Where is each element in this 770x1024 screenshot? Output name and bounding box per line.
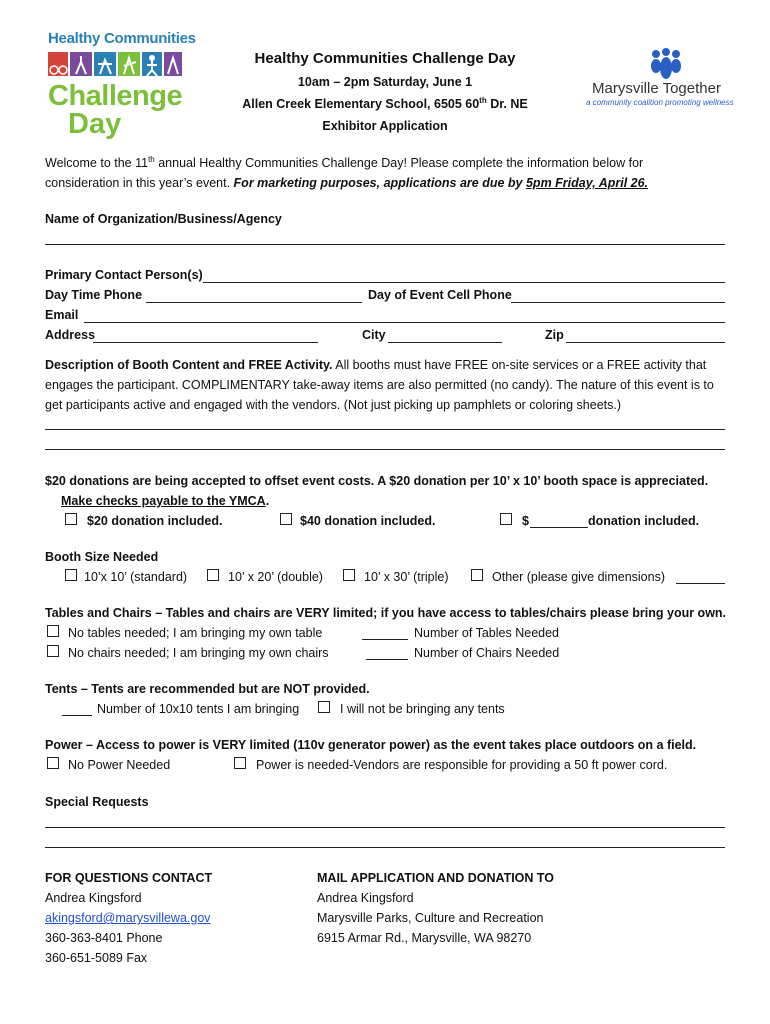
booth-other-checkbox[interactable] bbox=[471, 569, 483, 581]
num-tables-label: Number of Tables Needed bbox=[414, 626, 559, 640]
email-line[interactable] bbox=[84, 322, 725, 323]
donation-20-label: $20 donation included. bbox=[87, 514, 223, 528]
description-input-line-1[interactable] bbox=[45, 429, 725, 430]
tents-heading: Tents – Tents are recommended but are NOT provided. bbox=[45, 682, 370, 696]
org-label: Name of Organization/Business/Agency bbox=[45, 212, 282, 226]
contact-name: Andrea Kingsford bbox=[45, 891, 142, 905]
event-time: 10am – 2pm Saturday, June 1 bbox=[297, 75, 473, 89]
subtitle: Exhibitor Application bbox=[322, 119, 448, 133]
mail-heading: MAIL APPLICATION AND DONATION TO bbox=[317, 871, 555, 885]
mail-name: Andrea Kingsford bbox=[317, 891, 414, 905]
daytime-phone-line[interactable] bbox=[146, 302, 362, 303]
description-input-line-2[interactable] bbox=[45, 449, 725, 450]
contact-email-link[interactable]: akingsford@marysvillewa.gov bbox=[45, 911, 211, 925]
num-chairs-line[interactable] bbox=[366, 659, 408, 660]
zip-line[interactable] bbox=[566, 342, 725, 343]
tables-heading: Tables and Chairs – Tables and chairs are VERY limited; if you have access to tables/chairs please bring your own. bbox=[45, 606, 727, 620]
donation-heading: $20 donations are being accepted to offset event costs. A $20 donation per 10’ x 10’ booth space is appreciated. bbox=[45, 474, 709, 488]
logo-activity-icons bbox=[46, 48, 184, 80]
no-power-checkbox[interactable] bbox=[47, 757, 59, 769]
description-line3: get participants active and engaged with the vendors. (Not just picking up pamphlets or coloring sheets.) bbox=[45, 398, 622, 412]
special-requests-line-1[interactable] bbox=[45, 827, 725, 828]
questions-heading: FOR QUESTIONS CONTACT bbox=[45, 871, 213, 885]
mail-address: 6915 Armar Rd., Marysville, WA 98270 bbox=[317, 931, 532, 945]
booth-double-label: 10’ x 20’ (double) bbox=[228, 570, 323, 584]
booth-other-label: Other (please give dimensions) bbox=[492, 570, 665, 584]
num-tents-label: Number of 10x10 tents I am bringing bbox=[97, 702, 300, 716]
no-tables-label: No tables needed; I am bringing my own table bbox=[68, 626, 323, 640]
donation-20-checkbox[interactable] bbox=[65, 513, 77, 525]
no-tables-checkbox[interactable] bbox=[47, 625, 59, 637]
logo-line2: Challenge bbox=[48, 80, 183, 112]
contact-phone: 360-363-8401 Phone bbox=[45, 931, 163, 945]
email-label: Email bbox=[45, 308, 79, 322]
intro-line2: consideration in this year’s event. For marketing purposes, applications are due by 5pm Friday, April 26. bbox=[45, 176, 649, 190]
special-requests-line-2[interactable] bbox=[45, 847, 725, 848]
booth-double-checkbox[interactable] bbox=[207, 569, 219, 581]
event-cell-label: Day of Event Cell Phone bbox=[368, 288, 512, 302]
marysville-together-logo bbox=[588, 48, 748, 112]
no-tents-label: I will not be bringing any tents bbox=[340, 702, 505, 716]
org-name: Marysville Together bbox=[592, 80, 721, 97]
donation-other-amount-line[interactable] bbox=[530, 527, 588, 528]
booth-standard-checkbox[interactable] bbox=[65, 569, 77, 581]
people-icon bbox=[648, 48, 684, 82]
challenge-day-logo bbox=[46, 30, 196, 140]
description-line2: engages the participant. COMPLIMENTARY take-away items are also permitted (no candy). The nature of this event is to bbox=[45, 378, 714, 392]
logo-line3: Day bbox=[68, 108, 122, 140]
power-heading: Power – Access to power is VERY limited (110v generator power) as the event takes place outdoors on a field. bbox=[45, 738, 697, 752]
donation-other-label: donation included. bbox=[588, 514, 700, 528]
primary-contact-label: Primary Contact Person(s) bbox=[45, 268, 203, 282]
booth-other-dimensions-line[interactable] bbox=[676, 583, 725, 584]
no-power-label: No Power Needed bbox=[68, 758, 171, 772]
primary-contact-line[interactable] bbox=[203, 282, 725, 283]
city-label: City bbox=[362, 328, 386, 342]
no-tents-checkbox[interactable] bbox=[318, 701, 330, 713]
zip-label: Zip bbox=[545, 328, 564, 342]
daytime-phone-label: Day Time Phone bbox=[45, 288, 143, 302]
donation-40-label: $40 donation included. bbox=[300, 514, 436, 528]
special-requests-label: Special Requests bbox=[45, 795, 149, 809]
no-chairs-checkbox[interactable] bbox=[47, 645, 59, 657]
booth-standard-label: 10’x 10’ (standard) bbox=[84, 570, 188, 584]
address-line[interactable] bbox=[93, 342, 318, 343]
power-needed-label: Power is needed-Vendors are responsible for providing a 50 ft power cord. bbox=[256, 758, 668, 772]
org-input-line[interactable] bbox=[45, 244, 725, 245]
donation-other-checkbox[interactable] bbox=[500, 513, 512, 525]
org-tagline: a community coalition promoting wellness bbox=[586, 98, 734, 107]
donation-other-dollar: $ bbox=[522, 514, 529, 528]
event-cell-line[interactable] bbox=[511, 302, 725, 303]
no-chairs-label: No chairs needed; I am bringing my own chairs bbox=[68, 646, 329, 660]
city-line[interactable] bbox=[388, 342, 502, 343]
mail-department: Marysville Parks, Culture and Recreation bbox=[317, 911, 544, 925]
num-tables-line[interactable] bbox=[362, 639, 408, 640]
power-needed-checkbox[interactable] bbox=[234, 757, 246, 769]
booth-heading: Booth Size Needed bbox=[45, 550, 159, 564]
description-line1: Description of Booth Content and FREE Activity. All booths must have FREE on-site services or a FREE activity that bbox=[45, 358, 707, 372]
address-label: Address bbox=[45, 328, 96, 342]
num-chairs-label: Number of Chairs Needed bbox=[414, 646, 560, 660]
booth-triple-checkbox[interactable] bbox=[343, 569, 355, 581]
booth-triple-label: 10’ x 30’ (triple) bbox=[364, 570, 449, 584]
intro-line1: Welcome to the 11th annual Healthy Communities Challenge Day! Please complete the information below for bbox=[45, 154, 644, 170]
logo-line1: Healthy Communities bbox=[48, 30, 196, 47]
contact-fax: 360-651-5089 Fax bbox=[45, 951, 148, 965]
checks-payable: Make checks payable to the YMCA. bbox=[61, 494, 270, 508]
event-location: Allen Creek Elementary School, 6505 60th Dr. NE bbox=[242, 95, 528, 111]
donation-40-checkbox[interactable] bbox=[280, 513, 292, 525]
num-tents-line[interactable] bbox=[62, 715, 92, 716]
page-title: Healthy Communities Challenge Day bbox=[254, 50, 516, 67]
